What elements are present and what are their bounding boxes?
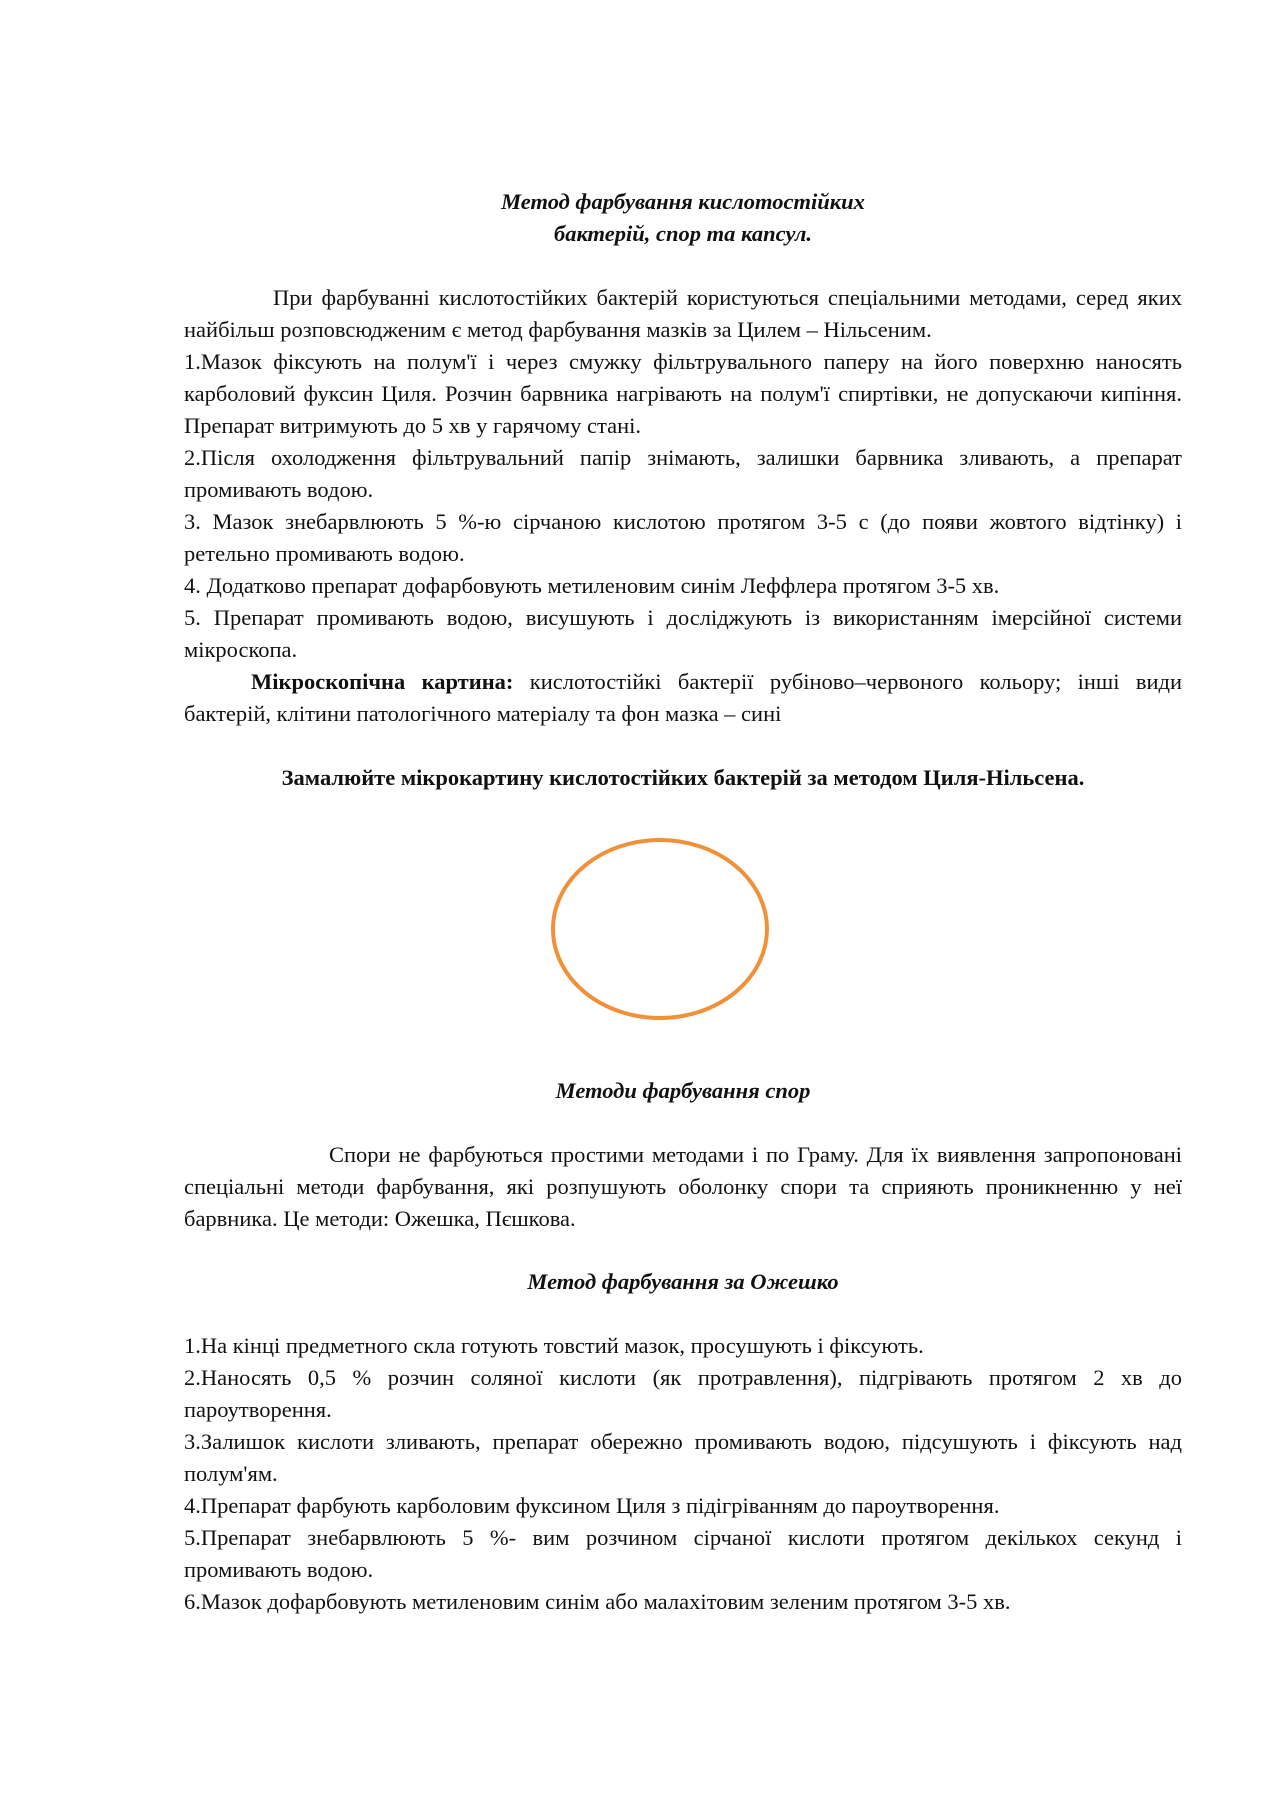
- ozheshko-step-3: 3.Залишок кислоти зливають, препарат обережно промивають водою, підсушують і фіксують над полум'ям.: [184, 1429, 1182, 1486]
- step-1: 1.Мазок фіксують на полум'ї і через смужку фільтрувального паперу на його поверхню наносять карболовий фуксин Циля. Розчин барвника нагрівають на полум'ї спиртівки, не допускаючи кипіння. Препарат витримують до 5 хв у гарячому стані.: [184, 349, 1182, 438]
- section-title-spore-methods: Методи фарбування спор: [555, 1078, 811, 1103]
- step-2: 2.Після охолодження фільтрувальний папір знімають, залишки барвника зливають, а препарат промивають водою.: [184, 445, 1182, 502]
- step-3: 3. Мазок знебарвлюють 5 %-ю сірчаною кислотою протягом 3-5 с (до появи жовтого відтінку) і ретельно промивають водою.: [184, 509, 1182, 566]
- ozheshko-step-2: 2.Наносять 0,5 % розчин соляної кислоти (як протравлення), підгрівають протягом 2 хв до пароутворення.: [184, 1365, 1182, 1422]
- microscopic-picture-paragraph: [184, 666, 1182, 730]
- drawing-circle-area: [549, 836, 771, 1022]
- microscopic-picture-text: кислотостійкі бактерії рубіново–червоного кольору; інші види бактерій, клітини патологічного матеріалу та фон мазка – сині: [184, 669, 1182, 726]
- section-title-acid-fast-line1: Метод фарбування кислотостійких: [501, 189, 865, 214]
- section-ozheshko: [184, 1266, 1182, 1618]
- ozheshko-step-1: 1.На кінці предметного скла готують товстий мазок, просушують і фіксують.: [184, 1333, 924, 1358]
- section-spore-methods: [184, 1075, 1182, 1235]
- microscopic-picture-label: Мікроскопічна картина:: [251, 669, 514, 694]
- ozheshko-step-5: 5.Препарат знебарвлюють 5 %- вим розчином сірчаної кислоти протягом декількох секунд і промивають водою.: [184, 1525, 1182, 1582]
- section-title-acid-fast-line2: бактерій, спор та капсул.: [553, 221, 813, 246]
- spore-intro-paragraph: Спори не фарбуються простими методами і по Граму. Для їх виявлення запропоновані спеціальні методи фарбування, які розпушують оболонку спори та сприяють проникненню у неї барвника. Це методи: Ожешка, Пєшкова.: [184, 1142, 1182, 1231]
- drawing-task: Замалюйте мікрокартину кислотостійких бактерій за методом Циля-Нільсена.: [281, 765, 1085, 790]
- drawing-circle: [553, 840, 767, 1018]
- ozheshko-step-6: 6.Мазок дофарбовують метиленовим синім або малахітовим зеленим протягом 3-5 хв.: [184, 1589, 1011, 1614]
- step-4: 4. Додатково препарат дофарбовують метиленовим синім Леффлера протягом 3-5 хв.: [184, 573, 1000, 598]
- step-5: 5. Препарат промивають водою, висушують і досліджують із використанням імерсійної системи мікроскопа.: [184, 605, 1182, 662]
- intro-paragraph: При фарбуванні кислотостійких бактерій користуються спеціальними методами, серед яких найбільш розповсюдженим є метод фарбування мазків за Цилем – Нільсеним.: [184, 285, 1182, 342]
- section-acid-fast: [184, 186, 1182, 794]
- drawing-circle-svg: [549, 836, 771, 1022]
- section-title-ozheshko: Метод фарбування за Ожешко: [527, 1269, 839, 1294]
- ozheshko-step-4: 4.Препарат фарбують карболовим фуксином Циля з підігріванням до пароутворення.: [184, 1493, 1000, 1518]
